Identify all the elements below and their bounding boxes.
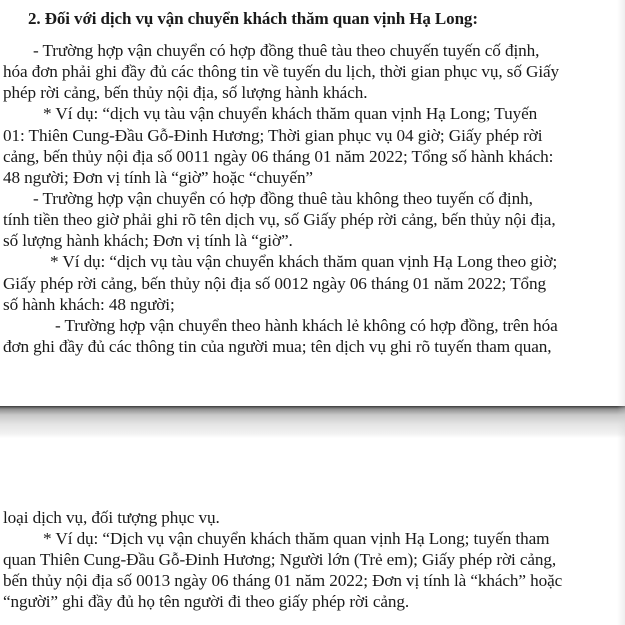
paragraph-line: - Trường hợp vận chuyển theo hành khách lẻ không có hợp đồng, trên hóa bbox=[55, 316, 558, 335]
paragraph-line: bến thủy nội địa số 0013 ngày 06 tháng 01 năm 2022; Đơn vị tính là “khách” hoặc bbox=[3, 571, 563, 590]
paragraph-line: - Trường hợp vận chuyển có hợp đồng thuê tàu không theo tuyến cố định, bbox=[33, 189, 533, 208]
paragraph-line: * Ví dụ: “dịch vụ tàu vận chuyển khách thăm quan vịnh Hạ Long; Tuyến bbox=[43, 104, 538, 123]
paragraph-line: số hành khách: 48 người; bbox=[3, 295, 175, 314]
section-heading: 2. Đối với dịch vụ vận chuyển khách thăm quan vịnh Hạ Long: bbox=[28, 9, 478, 28]
paragraph-line: 01: Thiên Cung-Đầu Gỗ-Đinh Hương; Thời gian phục vụ 04 giờ; Giấy phép rời bbox=[3, 126, 543, 145]
document-page-lower bbox=[0, 438, 625, 625]
paragraph-line: hóa đơn phải ghi đầy đủ các thông tin về tuyến du lịch, thời gian phục vụ, số Giấy bbox=[3, 62, 560, 81]
paragraph-line: - Trường hợp vận chuyển có hợp đồng thuê tàu theo chuyến tuyến cố định, bbox=[33, 41, 540, 60]
paragraph-line: loại dịch vụ, đối tượng phục vụ. bbox=[3, 508, 220, 527]
paragraph-line: tính tiền theo giờ phải ghi rõ tên dịch vụ, số Giấy phép rời cảng, bến thủy nội địa, bbox=[3, 210, 556, 229]
page-break-gap bbox=[0, 406, 625, 438]
paragraph-line: cảng, bến thủy nội địa số 0011 ngày 06 tháng 01 năm 2022; Tổng số hành khách: bbox=[3, 147, 554, 166]
paragraph-line: số lượng hành khách; Đơn vị tính là “giờ”. bbox=[3, 231, 293, 250]
paragraph-line: 48 người; Đơn vị tính là “giờ” hoặc “chuyến” bbox=[3, 168, 313, 187]
paragraph-line: đơn ghi đầy đủ các thông tin của người mua; tên dịch vụ ghi rõ tuyến tham quan, bbox=[3, 337, 552, 356]
page-edge-shadow bbox=[617, 0, 625, 625]
paragraph-line: quan Thiên Cung-Đầu Gỗ-Đinh Hương; Người lớn (Trẻ em); Giấy phép rời cảng, bbox=[3, 550, 557, 569]
paragraph-line: Giấy phép rời cảng, bến thủy nội địa số 0012 ngày 06 tháng 01 năm 2022; Tổng bbox=[3, 274, 546, 293]
paragraph-line: * Ví dụ: “dịch vụ tàu vận chuyển khách thăm quan vịnh Hạ Long theo giờ; bbox=[50, 252, 558, 271]
paragraph-line: “người” ghi đầy đủ họ tên người đi theo giấy phép rời cảng. bbox=[3, 592, 410, 611]
paragraph-line: phép rời cảng, bến thủy nội địa, số lượng hành khách. bbox=[3, 83, 368, 102]
paragraph-line: * Ví dụ: “Dịch vụ vận chuyển khách thăm quan vịnh Hạ Long; tuyến tham bbox=[43, 529, 550, 548]
